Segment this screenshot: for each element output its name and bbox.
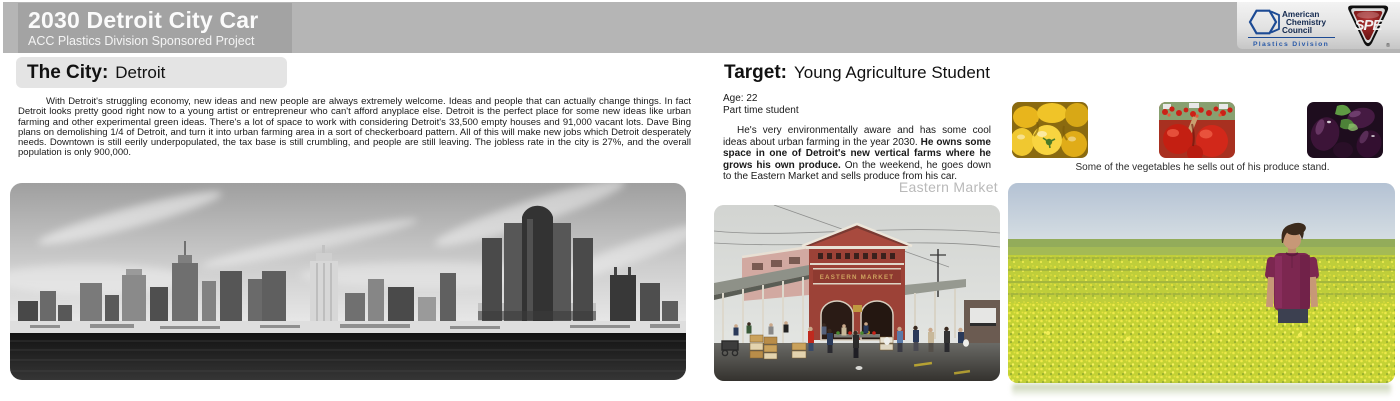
target-heading-label: Target: bbox=[724, 62, 787, 83]
target-profile-lines bbox=[723, 93, 799, 116]
acc-logo bbox=[1242, 3, 1338, 48]
target-paragraph-start: He's very environmentally aware and has some cool ideas about urban farming in the year 2030. bbox=[723, 125, 991, 148]
target-paragraph bbox=[723, 125, 991, 183]
city-heading-label: The City: bbox=[27, 61, 109, 83]
veggie-photo-eggplants bbox=[1307, 102, 1383, 158]
spe-registered-mark: ® bbox=[1386, 42, 1391, 49]
city-heading bbox=[16, 57, 287, 88]
eastern-market-photo bbox=[714, 205, 1000, 381]
city-heading-value: Detroit bbox=[115, 62, 166, 82]
eastern-market-label: Eastern Market bbox=[898, 179, 998, 195]
acc-line1: American bbox=[1282, 10, 1320, 19]
acc-line2: Chemistry bbox=[1286, 18, 1327, 27]
city-paragraph: With Detroit's struggling economy, new ideas and new people are always extremely welcome. Ideas and people that can actually change things. In fact Detroit looks pretty good right now to a young artist or entrepreneur who can't afford anyplace else. Detroit is the perfect place for some new ideas like urban farming and other experimental green ideas. There's a lot of space to work with considering Detroit's 33,500 empty houses and 91,000 vacant lots. Dave Bing plans on demolishing 1/4 of Detroit, and turn it into urban farming area in a sort of checkerboard pattern. All of this will make new jobs which Detroit desperately needs. Downtown is still eerily underpopulated, the tax base is still crumbling, and people are still leaving. The jobless rate in the city is 27%, and the overall population is only 900,000. bbox=[18, 96, 691, 159]
logo-panel bbox=[1237, 2, 1400, 49]
target-heading bbox=[724, 62, 990, 84]
veggie-photo-yellow-peppers bbox=[1012, 102, 1088, 158]
age-label: Age: 22 bbox=[723, 93, 758, 104]
eastern-market-sign: EASTERN MARKET bbox=[819, 274, 895, 281]
target-paragraph-bold: He owns some space in one of Detroit's new vertical farms where he grows his own produce. bbox=[723, 136, 991, 171]
spe-label: SPE bbox=[1354, 16, 1382, 34]
occupation-label: Part time student bbox=[723, 104, 799, 116]
hexagon-molecule-icon bbox=[1250, 11, 1279, 34]
detroit-skyline-photo bbox=[10, 183, 686, 380]
field-photo-reflection bbox=[1012, 384, 1391, 397]
target-heading-value: Young Agriculture Student bbox=[793, 63, 990, 82]
acc-line3: Council bbox=[1282, 26, 1313, 35]
acc-division-label: Plastics Division bbox=[1252, 41, 1330, 48]
target-paragraph-end: On the weekend, he goes down to the Eastern Market and sells produce from his car. bbox=[723, 159, 992, 183]
page-subtitle: ACC Plastics Division Sponsored Project bbox=[28, 34, 255, 48]
veggie-photo-tomatoes bbox=[1159, 102, 1235, 158]
spe-logo bbox=[1344, 3, 1392, 49]
header-bar bbox=[3, 2, 1400, 53]
student-in-field-photo bbox=[1008, 183, 1395, 383]
page-title: 2030 Detroit City Car bbox=[28, 7, 259, 33]
veggies-caption: Some of the vegetables he sells out of his produce stand. bbox=[1075, 162, 1330, 173]
